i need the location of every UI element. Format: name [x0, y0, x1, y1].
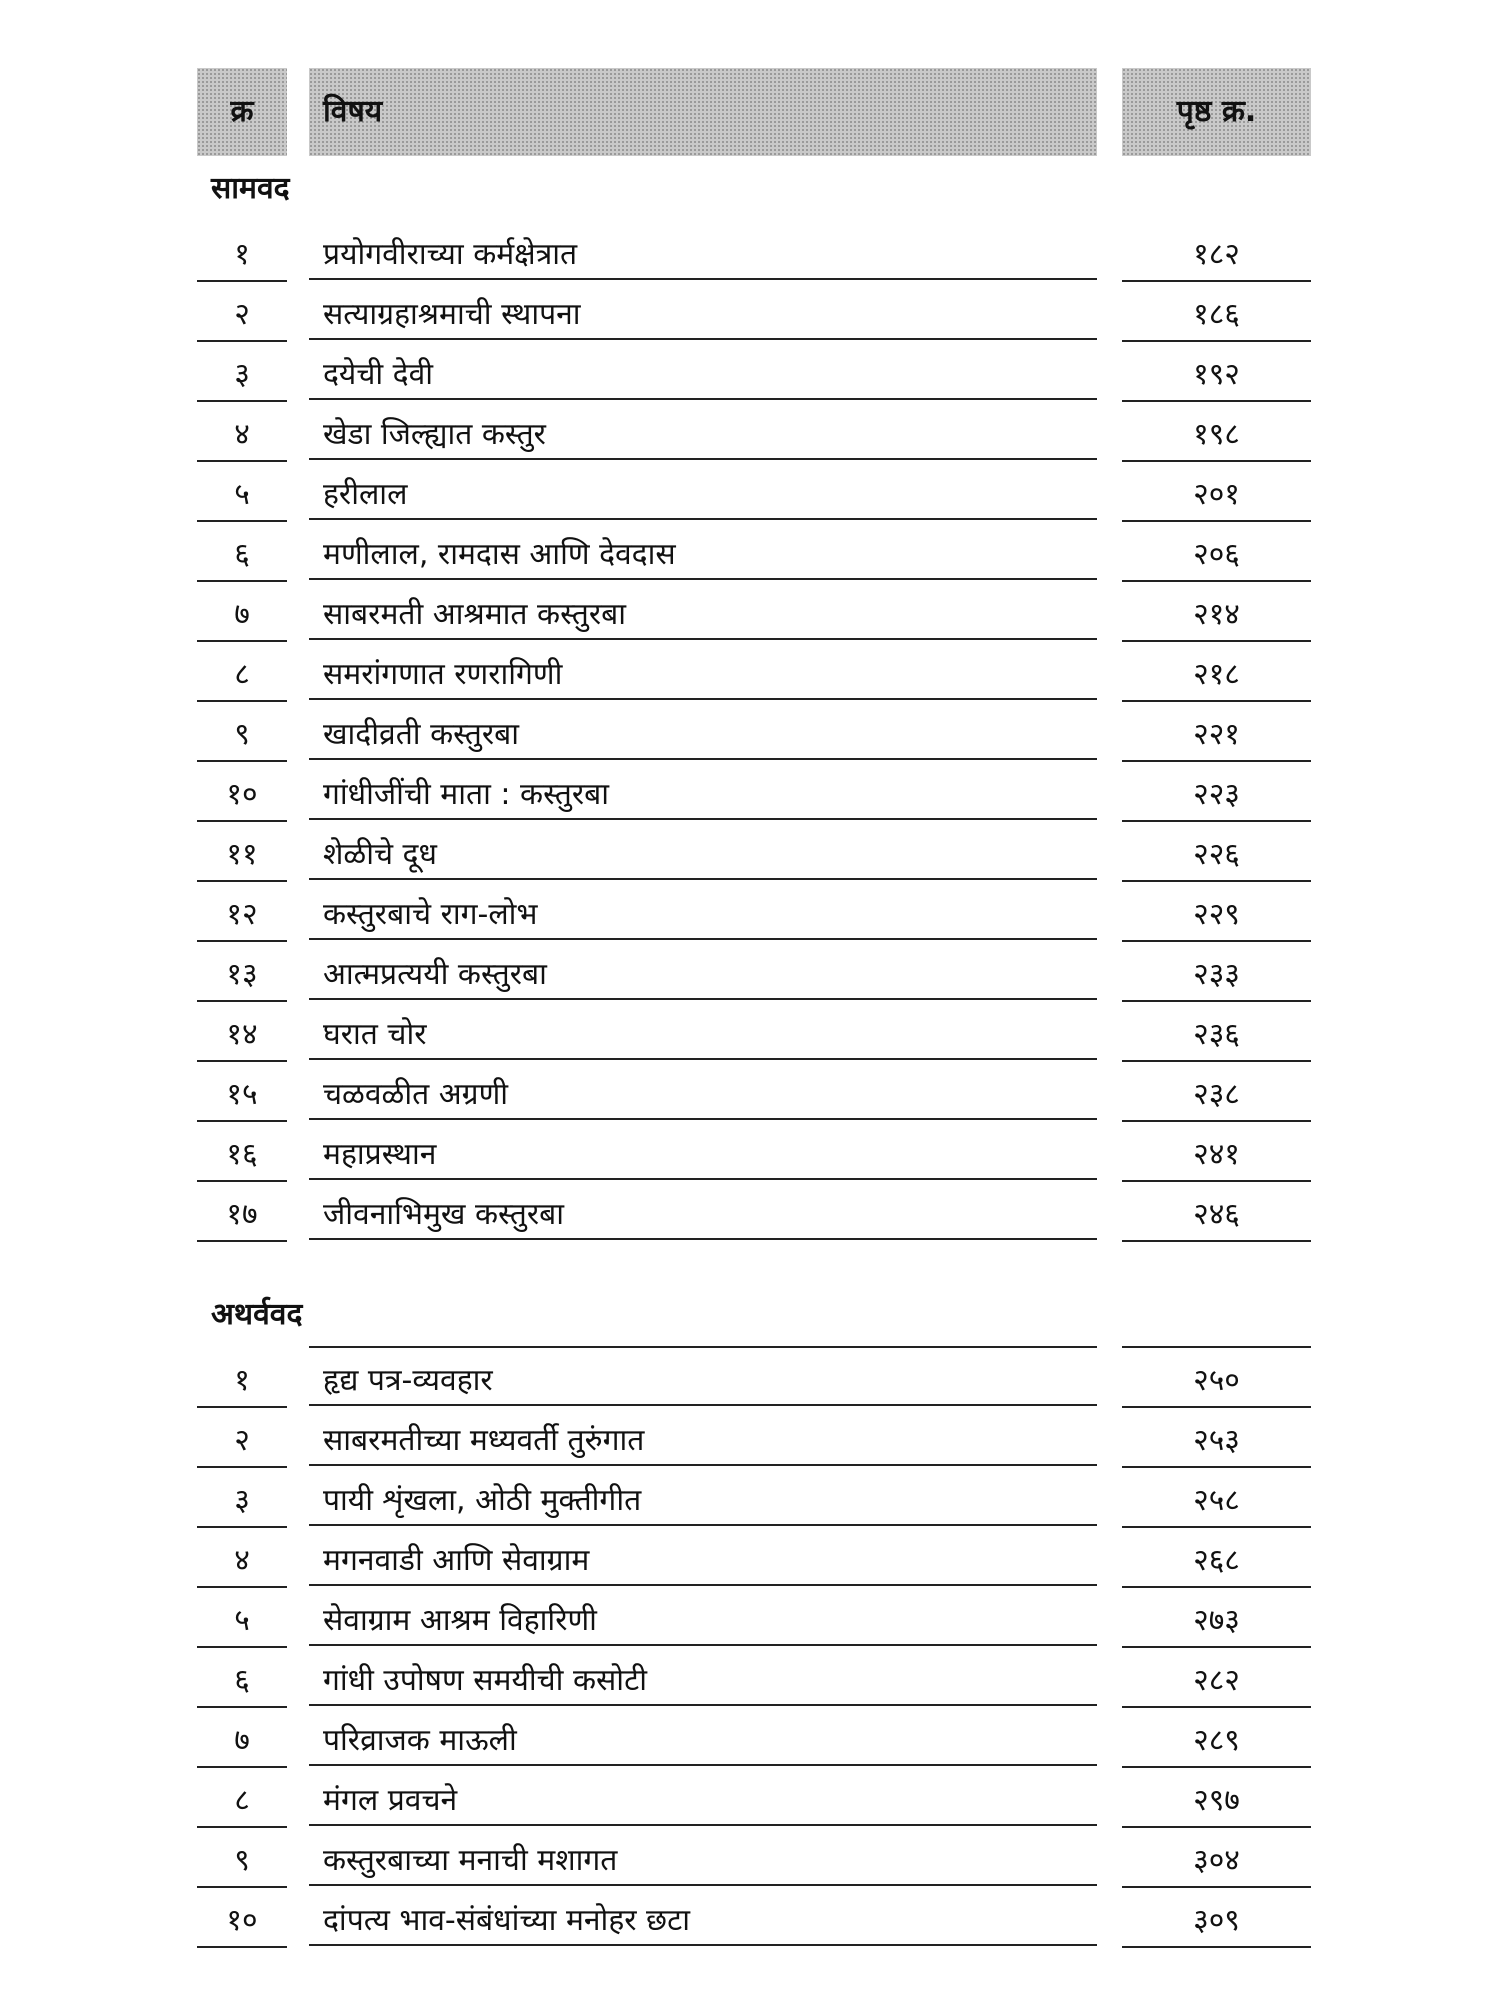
- chapter-number: १: [197, 1348, 287, 1408]
- chapter-number: ५: [197, 462, 287, 522]
- chapter-number: ७: [197, 1708, 287, 1768]
- chapter-page: २३८: [1122, 1062, 1311, 1122]
- chapter-title: परिव्राजक माऊली: [309, 1708, 1097, 1766]
- toc-row: [197, 402, 1311, 462]
- toc-row: [197, 1768, 1311, 1828]
- chapter-number: ८: [197, 642, 287, 702]
- toc-row: [197, 1408, 1311, 1468]
- toc-row: [197, 462, 1311, 522]
- chapter-page: २८२: [1122, 1648, 1311, 1708]
- chapter-title: हरीलाल: [309, 462, 1097, 520]
- toc-row: [197, 1828, 1311, 1888]
- chapter-title: शेळीचे दूध: [309, 822, 1097, 880]
- section-spacer: [197, 1242, 1311, 1282]
- chapter-page: २५०: [1122, 1348, 1311, 1408]
- toc-row: [197, 702, 1311, 762]
- toc-row: [197, 762, 1311, 822]
- toc-row: [197, 342, 1311, 402]
- chapter-number: ४: [197, 1528, 287, 1588]
- chapter-page: २२९: [1122, 882, 1311, 942]
- toc-row: [197, 822, 1311, 882]
- chapter-number: १६: [197, 1122, 287, 1182]
- section-title-text: सामवद: [211, 171, 290, 206]
- toc-row: [197, 942, 1311, 1002]
- chapter-title: मणीलाल, रामदास आणि देवदास: [309, 522, 1097, 580]
- chapter-page: २१८: [1122, 642, 1311, 702]
- toc-row: [197, 1348, 1311, 1408]
- chapter-number: ८: [197, 1768, 287, 1828]
- chapter-number: १: [197, 222, 287, 282]
- chapter-title: साबरमतीच्या मध्यवर्ती तुरुंगात: [309, 1408, 1097, 1466]
- toc-row: [197, 1528, 1311, 1588]
- chapter-title: घरात चोर: [309, 1002, 1097, 1060]
- chapter-number: १४: [197, 1002, 287, 1062]
- chapter-number: १३: [197, 942, 287, 1002]
- chapter-number: ३: [197, 342, 287, 402]
- toc-row: [197, 1002, 1311, 1062]
- section-title: [197, 156, 1311, 222]
- chapter-number: १०: [197, 762, 287, 822]
- chapter-title: आत्मप्रत्ययी कस्तुरबा: [309, 942, 1097, 1000]
- chapter-title: खेडा जिल्ह्यात कस्तुर: [309, 402, 1097, 460]
- toc-row: [197, 882, 1311, 942]
- chapter-page: २१४: [1122, 582, 1311, 642]
- chapter-title: मंगल प्रवचने: [309, 1768, 1097, 1826]
- toc-row: [197, 222, 1311, 282]
- chapter-page: २२३: [1122, 762, 1311, 822]
- chapter-number: ६: [197, 1648, 287, 1708]
- toc-sections: [197, 156, 1311, 1948]
- toc-row: [197, 1648, 1311, 1708]
- header-page-number: पृष्ठ क्र.: [1122, 68, 1311, 156]
- chapter-title: साबरमती आश्रमात कस्तुरबा: [309, 582, 1097, 640]
- chapter-number: १२: [197, 882, 287, 942]
- chapter-title: कस्तुरबाच्या मनाची मशागत: [309, 1828, 1097, 1886]
- toc-row: [197, 522, 1311, 582]
- table-of-contents: [197, 68, 1311, 1948]
- chapter-title: दांपत्य भाव-संबंधांच्या मनोहर छटा: [309, 1888, 1097, 1946]
- chapter-number: ९: [197, 1828, 287, 1888]
- chapter-page: २४१: [1122, 1122, 1311, 1182]
- chapter-page: २८९: [1122, 1708, 1311, 1768]
- chapter-page: १८६: [1122, 282, 1311, 342]
- chapter-page: २२१: [1122, 702, 1311, 762]
- toc-section: [197, 156, 1311, 1242]
- chapter-page: २५८: [1122, 1468, 1311, 1528]
- chapter-page: १८२: [1122, 222, 1311, 282]
- toc-row: [197, 1708, 1311, 1768]
- chapter-page: ३०९: [1122, 1888, 1311, 1948]
- chapter-number: ४: [197, 402, 287, 462]
- toc-section: [197, 1282, 1311, 1948]
- chapter-page: २७३: [1122, 1588, 1311, 1648]
- chapter-title: खादीव्रती कस्तुरबा: [309, 702, 1097, 760]
- chapter-title: सेवाग्राम आश्रम विहारिणी: [309, 1588, 1097, 1646]
- section-title-text: अथर्ववद: [211, 1297, 303, 1332]
- chapter-number: २: [197, 1408, 287, 1468]
- chapter-number: ६: [197, 522, 287, 582]
- toc-row: [197, 1182, 1311, 1242]
- chapter-page: २३६: [1122, 1002, 1311, 1062]
- chapter-number: ११: [197, 822, 287, 882]
- chapter-page: २४६: [1122, 1182, 1311, 1242]
- chapter-title: जीवनाभिमुख कस्तुरबा: [309, 1182, 1097, 1240]
- chapter-title: चळवळीत अग्रणी: [309, 1062, 1097, 1120]
- chapter-page: ३०४: [1122, 1828, 1311, 1888]
- chapter-title: दयेची देवी: [309, 342, 1097, 400]
- chapter-page: १९८: [1122, 402, 1311, 462]
- chapter-number: १५: [197, 1062, 287, 1122]
- chapter-page: २५३: [1122, 1408, 1311, 1468]
- toc-row: [197, 1888, 1311, 1948]
- chapter-title: कस्तुरबाचे राग-लोभ: [309, 882, 1097, 940]
- chapter-number: ७: [197, 582, 287, 642]
- chapter-title: हृद्य पत्र-व्यवहार: [309, 1348, 1097, 1406]
- chapter-number: ९: [197, 702, 287, 762]
- chapter-page: २२६: [1122, 822, 1311, 882]
- toc-row: [197, 1588, 1311, 1648]
- header-subject: विषय: [309, 68, 1097, 156]
- chapter-title: महाप्रस्थान: [309, 1122, 1097, 1180]
- chapter-page: २३३: [1122, 942, 1311, 1002]
- toc-row: [197, 642, 1311, 702]
- toc-row: [197, 1062, 1311, 1122]
- chapter-title: सत्याग्रहाश्रमाची स्थापना: [309, 282, 1097, 340]
- toc-row: [197, 1468, 1311, 1528]
- chapter-title: पायी शृंखला, ओठी मुक्तीगीत: [309, 1468, 1097, 1526]
- chapter-title: गांधी उपोषण समयीची कसोटी: [309, 1648, 1097, 1706]
- header-number: क्र: [197, 68, 287, 156]
- chapter-number: १७: [197, 1182, 287, 1242]
- chapter-page: २६८: [1122, 1528, 1311, 1588]
- toc-row: [197, 282, 1311, 342]
- section-title: [197, 1282, 1311, 1348]
- chapter-page: २०१: [1122, 462, 1311, 522]
- chapter-page: २०६: [1122, 522, 1311, 582]
- toc-row: [197, 582, 1311, 642]
- chapter-number: ५: [197, 1588, 287, 1648]
- chapter-number: ३: [197, 1468, 287, 1528]
- chapter-title: प्रयोगवीराच्या कर्मक्षेत्रात: [309, 222, 1097, 280]
- chapter-page: १९२: [1122, 342, 1311, 402]
- chapter-page: २९७: [1122, 1768, 1311, 1828]
- chapter-title: गांधीजींची माता : कस्तुरबा: [309, 762, 1097, 820]
- chapter-number: १०: [197, 1888, 287, 1948]
- chapter-number: २: [197, 282, 287, 342]
- toc-header: [197, 68, 1311, 156]
- chapter-title: समरांगणात रणरागिणी: [309, 642, 1097, 700]
- chapter-title: मगनवाडी आणि सेवाग्राम: [309, 1528, 1097, 1586]
- toc-row: [197, 1122, 1311, 1182]
